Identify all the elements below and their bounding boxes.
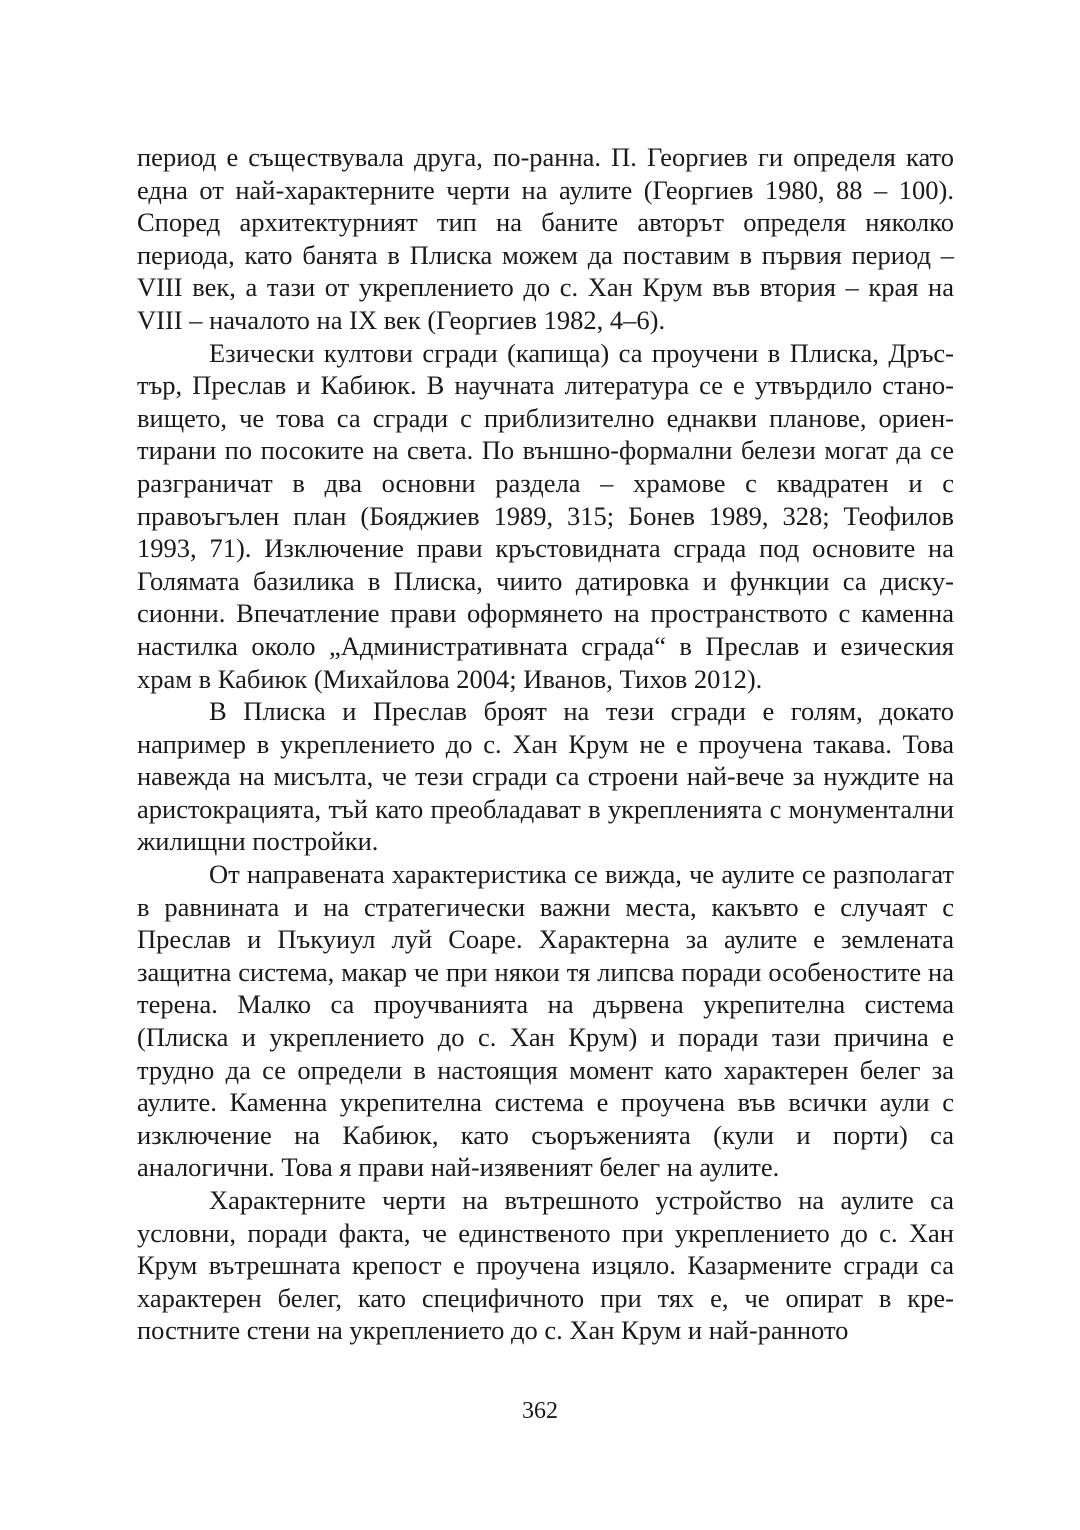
body-text <box>137 141 954 1347</box>
paragraph-pagan-temples: Езически култови сгради (капища) са проучени в Плиска, Дръстър, Преслав и Кабиюк. В научната литература се е утвърдило становището, че това са сгради с приблизително еднакви планове, ориентирани по посоките на света. По външно-формални белези могат да се разграничат в два основни раздела – храмове с квадратен и с правоъгълен план (Бояджиев 1989, 315; Бонев 1989, 328; Теофилов 1993, 71). Изключение прави кръстовидната сграда под основите на Голямата базилика в Плиска, чиито датировка и функции са дискусионни. Впечатление прави оформянето на пространството с каменна настилка около „Административната сграда“ в Преслав и езическия храм в Кабиюк (Михайлова 2004; Иванов, Тихов 2012). <box>137 337 954 694</box>
page-number: 362 <box>522 1398 558 1424</box>
paragraph-aristocracy-buildings: В Плиска и Преслав броят на тези сгради е голям, докато например в укреплението до с. Хан Крум не е проучена такава. Това навежда на мисълта, че тези сгради са строени най-вече за нуждите на аристокрацията, тъй като преобладават в укрепленията с монументални жилищни постройки. <box>137 696 954 857</box>
paragraph-baths-dating: период е съществувала друга, по-ранна. П. Георгиев ги определя като една от най-характерните черти на аулите (Георгиев 1980, 88 – 100). Според архитектурният тип на баните авторът определя няколко периода, като банята в Плиска можем да поставим в първия период – VIII век, а тази от укреплението до с. Хан Крум във втория – края на VIII – началото на IX век (Георгиев 1982, 4–6). <box>137 142 954 335</box>
paragraph-internal-structure: Характерните черти на вътрешното устройство на аулите са условни, поради факта, че единственото при укреплението до с. Хан Крум вътрешната крепост е проучена изцяло. Казармените сгради са характерен белег, като специфичното при тях е, че опират в крепостните стени на укреплението до с. Хан Крум и най-ранното <box>137 1185 954 1346</box>
paragraph-fortification-systems: От направената характеристика се вижда, че аулите се разполагат в равнината и на стратегически важни места, какъвто е случаят с Преслав и Пъкуиул луй Соаре. Характерна за аулите е землената защитна система, макар че при някои тя липсва поради особеностите на терена. Малко са проучванията на дървена укрепителна система (Плиска и укреплението до с. Хан Крум) и поради тази причина е трудно да се определи в настоящия момент като характерен белег за аулите. Каменна укрепителна система е проучена във всички аули с изключение на Кабиюк, като съоръженията (кули и порти) са аналогични. Това я прави най-изявеният белег на аулите. <box>137 859 954 1183</box>
